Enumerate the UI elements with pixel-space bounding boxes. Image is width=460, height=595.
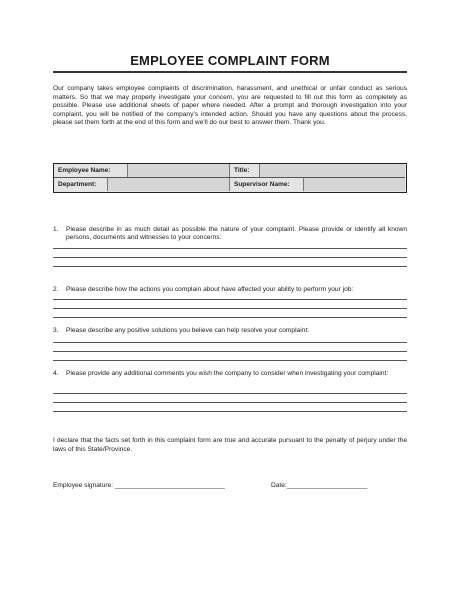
answer-line-4c[interactable]: [53, 411, 407, 412]
employee-name-field[interactable]: [128, 164, 230, 177]
answer-line-4b[interactable]: [53, 402, 407, 403]
title-field[interactable]: [260, 164, 405, 177]
question-3-text: Please describe any positive solutions you believe can help resolve your complaint:: [66, 327, 310, 334]
question-2: [53, 286, 407, 294]
form-title: EMPLOYEE COMPLAINT FORM: [130, 53, 330, 68]
answer-line-4a[interactable]: [53, 393, 407, 394]
answer-line-1c[interactable]: [53, 266, 407, 267]
question-4-text: Please provide any additional comments you wish the company to consider when investigating your complaint:: [66, 370, 389, 377]
question-4: [53, 370, 407, 378]
supervisor-name-label: Supervisor Name:: [230, 178, 304, 191]
question-1-text: Please describe in as much detail as possible the nature of your complaint. Please provide or identify all known persons, documents and witnesses to your concerns:: [66, 226, 407, 242]
question-4-number: 4.: [53, 370, 59, 377]
answer-line-3c[interactable]: [53, 360, 407, 361]
department-label: Department:: [54, 178, 108, 191]
title-divider: [53, 71, 407, 73]
answer-line-2a[interactable]: [53, 299, 407, 300]
answer-line-1b[interactable]: [53, 257, 407, 258]
question-2-number: 2.: [53, 286, 59, 293]
employee-name-label: Employee Name:: [54, 164, 128, 177]
supervisor-name-field[interactable]: [304, 178, 405, 191]
question-1: [53, 226, 407, 243]
intro-paragraph: Our company takes employee complaints of discrimination, harassment, and unethical or unfair conduct as serious matters. So that we may properly investigate your concern, you are requested to fill out this form as completely as possible. Please use additional sheets of paper where needed. After a prompt and thorough investigation into your complaint, you will be notified of the company’s intended action. Should you have any questions about the process, please set them forth at the end of this form and we’ll do our best to answer them. Thank you.: [53, 85, 407, 127]
department-field[interactable]: [108, 178, 230, 191]
answer-line-2c[interactable]: [53, 317, 407, 318]
answer-line-3b[interactable]: [53, 351, 407, 352]
employee-signature-field[interactable]: Employee signature: ______________________________: [53, 482, 225, 489]
question-1-number: 1.: [53, 226, 59, 233]
question-3: [53, 327, 407, 335]
title-label: Title:: [230, 164, 260, 177]
declaration-text: I declare that the facts set forth in this complaint form are true and accurate pursuant to the penalty of perjury under the laws of this State/Province.: [53, 437, 407, 453]
answer-line-2b[interactable]: [53, 308, 407, 309]
info-row-1: [54, 164, 405, 178]
answer-line-1a[interactable]: [53, 248, 407, 249]
employee-info-table: [53, 163, 407, 193]
answer-line-3a[interactable]: [53, 342, 407, 343]
question-2-text: Please describe how the actions you complain about have affected your ability to perform your job:: [66, 286, 354, 293]
info-row-2: [54, 178, 405, 191]
question-3-number: 3.: [53, 327, 59, 334]
date-field[interactable]: Date:______________________: [271, 482, 368, 489]
